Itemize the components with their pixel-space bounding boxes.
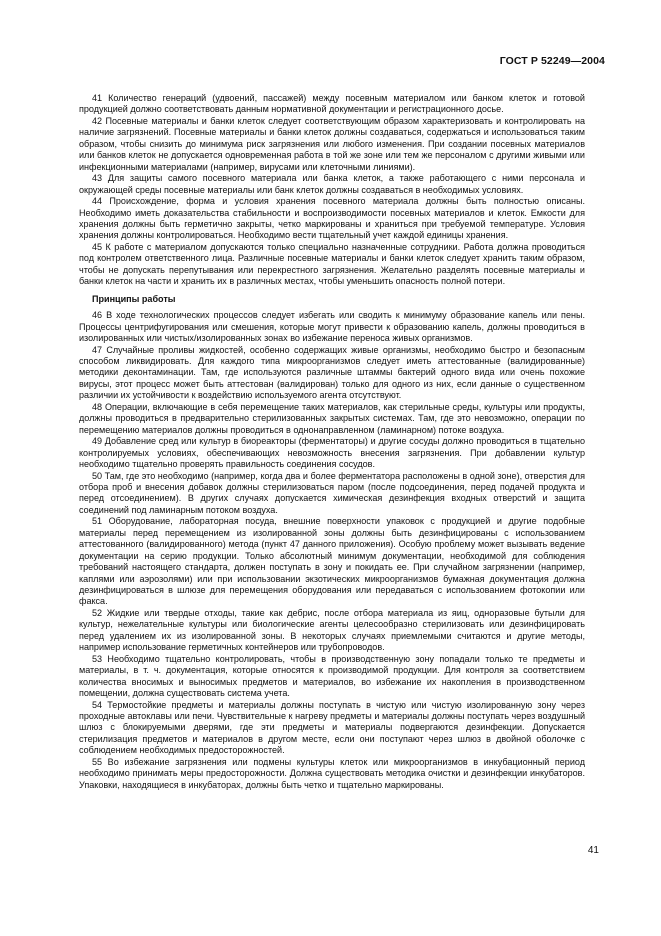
- paragraph-46: 46 В ходе технологических процессов следует избегать или сводить к минимуму образование капель или пены. Процессы центрифугирования или смешения, которые могут привести к образованию капель, должны проводиться в изолированных или чистых/изолированных зонах во избежание переноса живых организмов.: [79, 310, 585, 344]
- section-title: Принципы работы: [92, 293, 176, 304]
- page-number: 41: [587, 845, 599, 856]
- paragraph-50: 50 Там, где это необходимо (например, когда два и более ферментатора расположены в одной зоне), отверстия для отбора проб и внесения добавок должны стерилизоваться паром (после подсоединения, перед подачей продукта и перед отсоединением). В других случаях допускается химическая дезинфекция входных отверстий и защита соединений под ламинарным потоком воздуха.: [79, 470, 585, 515]
- paragraph-55: 55 Во избежание загрязнения или подмены культуры клеток или микроорганизмов в инкубационный период необходимо принимать меры предосторожности. Должна существовать методика очистки и дезинфекции инкубаторов. Упаковки, находящиеся в инкубаторах, должны быть четко и тщательно маркированы.: [79, 756, 585, 790]
- paragraph-43: 43 Для защиты самого посевного материала или банка клеток, а также работающего с ними персонала и окружающей среды посевные материалы или банк клеток должны создаваться в необходимых условиях.: [79, 173, 585, 195]
- paragraph-53: 53 Необходимо тщательно контролировать, чтобы в производственную зону попадали только те предметы и материалы, в т. ч. документация, которые относятся к производимой продукции. Для контроля за соответствием количества вносимых и выносимых предметов и материалов, во избежание их накопления в производственном помещении, должна существовать система учета.: [79, 653, 585, 699]
- paragraph-51: 51 Оборудование, лабораторная посуда, внешние поверхности упаковок с продукцией и другие подобные материалы перед перемещением из изолированной зоны должны быть дезинфицированы с использованием аттестованного (валидированного) метода (пункт 47 данного приложения). Особую проблему может вызывать ведение документации на серию продукции. Только абсолютный минимум документации, необходимой для соблюдения требований настоящего стандарта, должен поступать в зону и покидать ее. При случайном загрязнении (например, каплями или аэрозолями) или при использовании экзотических микроорганизмов бумажная документация должна дезинфицироваться в шлюзе для перемещения оборудования или передаваться с использованием фотокопии или факса.: [79, 516, 585, 607]
- standard-header: ГОСТ Р 52249—2004: [499, 55, 605, 67]
- paragraph-52: 52 Жидкие или твердые отходы, такие как дебрис, после отбора материала из яиц, одноразовые бутыли для культур, нежелательные культуры или биологические агенты целесообразно стерилизовать или дезинфицировать перед удалением их из изолированной зоны. В некоторых случаях приемлемыми считаются и другие методы, например использование герметичных контейнеров или трубопроводов.: [79, 607, 585, 653]
- paragraph-49: 49 Добавление сред или культур в биореакторы (ферментаторы) и другие сосуды должно проводиться в тщательно контролируемых условиях, обеспечивающих невозможность внесения загрязнения. При добавлении культур необходимо тщательно проверять правильность соединения сосудов.: [79, 436, 585, 470]
- paragraph-47: 47 Случайные проливы жидкостей, особенно содержащих живые организмы, необходимо быстро и безопасным способом ликвидировать. Для каждого типа микроорганизмов следует иметь аттестованные (валидированные) методики деконтаминации. Там, где используются различные штаммы бактерий одного вида или очень похожие вирусы, этот процесс может быть аттестован (валидирован) только для одного из них, если данные о существенном различии их устойчивости к воздействию используемого агента отсутствуют.: [79, 344, 585, 401]
- paragraph-44: 44 Происхождение, форма и условия хранения посевного материала должны быть полностью описаны. Необходимо иметь доказательства стабильности и воспроизводимости посевных материалов и клеток. Емкости для хранения должны быть герметично закрыты, четко маркированы и храниться при требуемой температуре. Условия хранения должны контролироваться. Необходимо вести тщательный учет каждой единицы хранения.: [79, 196, 585, 241]
- paragraph-54: 54 Термостойкие предметы и материалы должны поступать в чистую или чистую изолированную зону через проходные автоклавы или печи. Чувствительные к нагреву предметы и материалы должны поступать через воздушный шлюз с блокируемыми дверями, где эти предметы и материалы подвергаются дезинфекции. Допускается стерилизация предметов и материалов в другом месте, если они поступают через шлюз в двойной оболочке с соблюдением необходимых предосторожностей.: [79, 699, 585, 756]
- paragraph-45: 45 К работе с материалом допускаются только специально назначенные сотрудники. Работа должна проводиться под контролем ответственного лица. Различные посевные материалы и банки клеток следует хранить таким образом, чтобы не допускать перепутывания или перекрестного загрязнения. Желательно разделять посевные материалы и банки клеток на части и хранить их в различных местах, чтобы уменьшить опасность полной потери.: [79, 241, 585, 287]
- paragraph-42: 42 Посевные материалы и банки клеток следует соответствующим образом характеризовать и контролировать на наличие загрязнений. Посевные материалы и банки клеток должны создаваться, содержаться и использоваться таким образом, чтобы снизить до минимума риск загрязнения или любого изменения. При создании посевных материалов или банков клеток не допускается одновременная работа в той же зоне или тем же персоналом с другими живыми или инфекционными материалами (например, вирусами или клеточными линиями).: [79, 115, 585, 172]
- paragraph-48: 48 Операции, включающие в себя перемещение таких материалов, как стерильные среды, культуры или продукты, должны проводиться в предварительно стерилизованных закрытых системах. Там, где это невозможно, операции по перемещению материалов должны проводиться в однонаправленном (ламинарном) потоке воздуха.: [79, 401, 585, 435]
- document-body: [79, 93, 585, 791]
- paragraph-41: 41 Количество генераций (удвоений, пассажей) между посевным материалом или банком клеток и готовой продукцией должно соответствовать данным нормативной документации и регистрационного досье.: [79, 93, 585, 115]
